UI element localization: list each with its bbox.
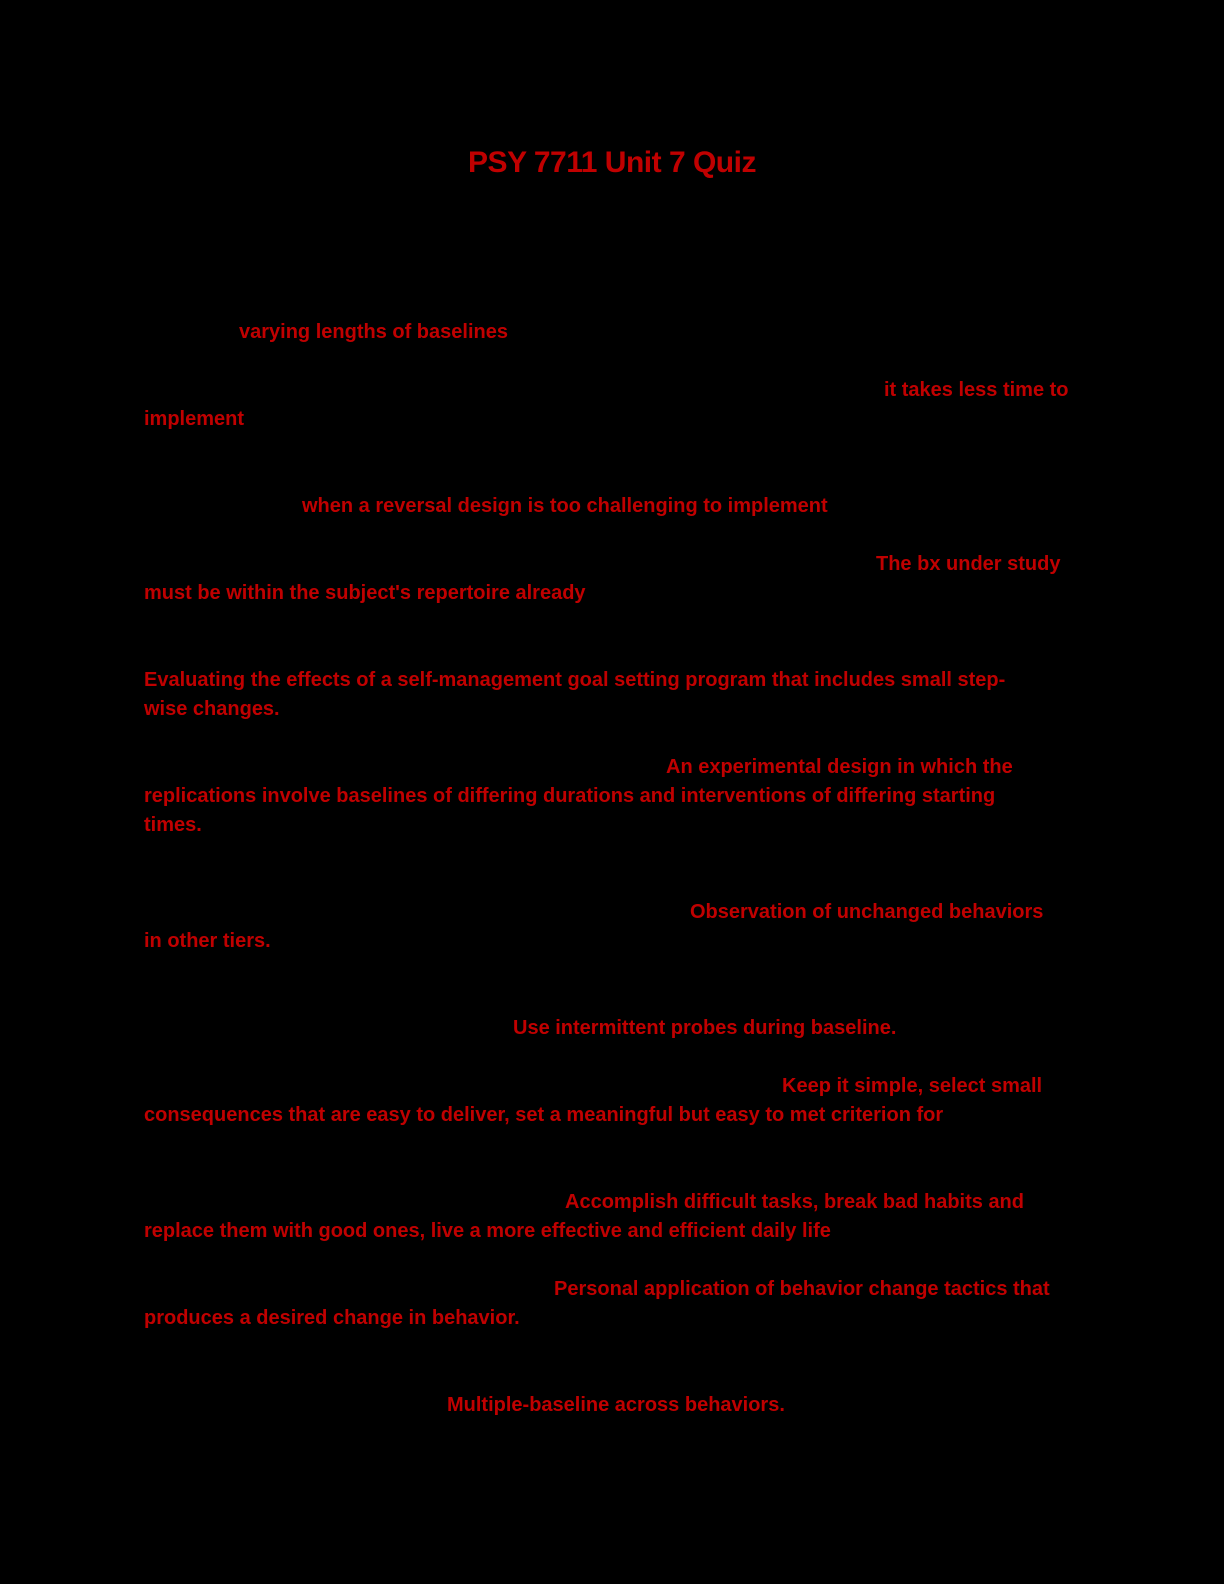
answer-text: in other tiers. [144, 930, 271, 952]
answer-text: An experimental design in which the [666, 756, 1013, 778]
answer-text: Personal application of behavior change tactics that [554, 1278, 1050, 1300]
answer-text: when a reversal design is too challenging to implement [302, 495, 828, 517]
answer-text: consequences that are easy to deliver, set a meaningful but easy to met criterion for [144, 1104, 944, 1126]
page-title: PSY 7711 Unit 7 Quiz [468, 146, 756, 179]
answer-text: it takes less time to [884, 379, 1069, 401]
answer-text: Multiple-baseline across behaviors. [447, 1394, 785, 1416]
answer-text: wise changes. [144, 698, 280, 720]
answer-text: Accomplish difficult tasks, break bad habits and [565, 1191, 1024, 1213]
answer-text: Evaluating the effects of a self-management goal setting program that includes small step- [144, 669, 1006, 691]
answer-text: varying lengths of baselines [239, 321, 508, 343]
answer-text: replace them with good ones, live a more effective and efficient daily life [144, 1220, 831, 1242]
answer-text: Use intermittent probes during baseline. [513, 1017, 897, 1039]
answer-text: times. [144, 814, 202, 836]
answer-text: produces a desired change in behavior. [144, 1307, 520, 1329]
answer-text: Observation of unchanged behaviors [690, 901, 1044, 923]
answer-text: The bx under study [876, 553, 1061, 575]
answer-text: replications involve baselines of differing durations and interventions of differing starting [144, 785, 996, 807]
answer-text: implement [144, 408, 245, 430]
answer-text: Keep it simple, select small [782, 1075, 1043, 1097]
answer-text: must be within the subject's repertoire already [144, 582, 586, 604]
